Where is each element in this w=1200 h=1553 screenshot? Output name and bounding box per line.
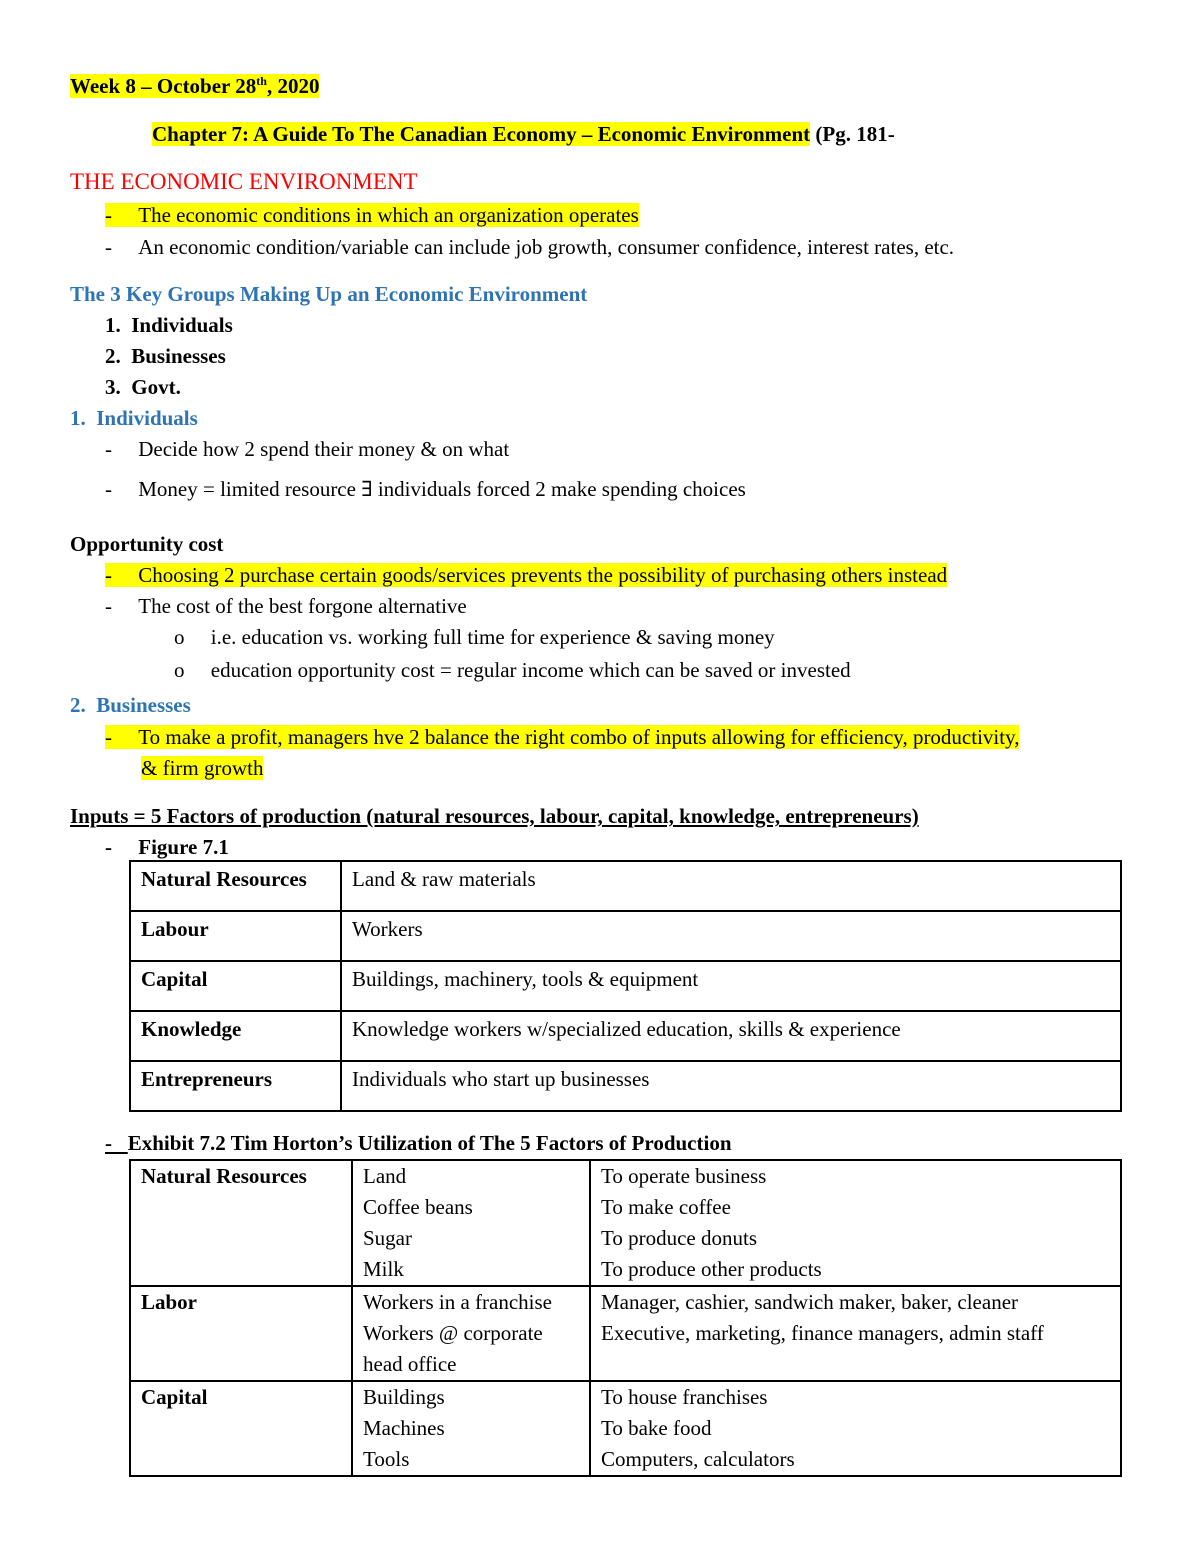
desc-cell: Individuals who start up businesses — [341, 1061, 1121, 1111]
exhibit-7-2-table — [129, 1159, 1122, 1477]
opportunity-bullet-1 — [105, 561, 947, 589]
bullet-text: The cost of the best forgone alternative — [138, 594, 467, 618]
dash-marker: - — [105, 437, 112, 461]
bullet-text: Decide how 2 spend their money & on what — [138, 437, 510, 461]
bullet-text: Money = limited resource ∃ individuals forced 2 make spending choices — [138, 477, 746, 501]
section-number: 1. — [70, 406, 86, 430]
uses-cell — [590, 1381, 1121, 1476]
table-row — [130, 861, 1121, 911]
key-group-label: Individuals — [131, 313, 233, 337]
uses-cell — [590, 1160, 1121, 1286]
key-group-item-1: 1. Individuals — [105, 313, 233, 337]
item-line: Tools — [363, 1447, 410, 1471]
use-line: To produce other products — [601, 1257, 822, 1281]
exhibit-title-line — [105, 1129, 732, 1157]
dash-marker: - — [105, 1131, 128, 1155]
table-row — [130, 1061, 1121, 1111]
uses-cell — [590, 1286, 1121, 1381]
bullet-text: Choosing 2 purchase certain goods/services prevents the possibility of purchasing others instead — [138, 563, 948, 587]
factor-cell: Capital — [130, 1381, 352, 1476]
key-group-label: Govt. — [131, 375, 181, 399]
table-row — [130, 1286, 1121, 1381]
section-title: Businesses — [96, 693, 191, 717]
circle-marker: o — [174, 658, 185, 682]
figure-label: Figure 7.1 — [138, 835, 229, 859]
figure-label-line — [105, 833, 229, 861]
factor-cell: Capital — [130, 961, 341, 1011]
bullet-text-continued: & firm growth — [141, 756, 264, 780]
table-row — [130, 1381, 1121, 1476]
desc-cell: Workers — [341, 911, 1121, 961]
week-line — [70, 72, 319, 100]
table-row — [130, 1011, 1121, 1061]
key-group-label: Businesses — [131, 344, 226, 368]
item-line: Machines — [363, 1416, 445, 1440]
individuals-heading — [70, 404, 198, 432]
chapter-page-ref: (Pg. 181- — [810, 122, 895, 146]
sub-bullet-text: education opportunity cost = regular income which can be saved or invested — [210, 658, 851, 682]
figure-7-1-table — [129, 860, 1122, 1112]
key-group-item-3: 3. Govt. — [105, 375, 181, 399]
dash-marker: - — [105, 563, 112, 587]
item-line: Milk — [363, 1257, 404, 1281]
key-groups-heading: The 3 Key Groups Making Up an Economic Environment — [70, 282, 588, 306]
opportunity-sub-bullet-2 — [174, 656, 851, 684]
economic-env-bullet-2 — [105, 233, 954, 261]
businesses-bullet-line-1 — [105, 723, 1019, 751]
table-row — [130, 961, 1121, 1011]
section-title: Individuals — [96, 406, 198, 430]
section-number: 2. — [70, 693, 86, 717]
economic-env-heading: THE ECONOMIC ENVIRONMENT — [70, 169, 418, 194]
use-line: To make coffee — [601, 1195, 731, 1219]
factor-cell: Natural Resources — [130, 1160, 352, 1286]
bullet-text: An economic condition/variable can include job growth, consumer confidence, interest rates, etc. — [138, 235, 955, 259]
key-group-item-2: 2. Businesses — [105, 344, 226, 368]
factor-cell: Natural Resources — [130, 861, 341, 911]
exhibit-title: Exhibit 7.2 Tim Horton’s Utilization of The 5 Factors of Production — [127, 1131, 732, 1155]
dash-marker: - — [105, 725, 112, 749]
opportunity-bullet-2 — [105, 592, 467, 620]
desc-cell: Knowledge workers w/specialized education, skills & experience — [341, 1011, 1121, 1061]
item-line: Sugar — [363, 1226, 412, 1250]
use-line: Computers, calculators — [601, 1447, 795, 1471]
bullet-text: The economic conditions in which an organization operates — [138, 203, 639, 227]
opportunity-sub-bullet-1 — [174, 623, 775, 651]
table-row — [130, 1160, 1121, 1286]
dash-marker: - — [105, 235, 112, 259]
week-date-text: Week 8 – October 28 — [70, 74, 257, 98]
factor-cell: Entrepreneurs — [130, 1061, 341, 1111]
desc-cell: Buildings, machinery, tools & equipment — [341, 961, 1121, 1011]
dash-marker: - — [105, 835, 112, 859]
use-line: Executive, marketing, finance managers, admin staff — [601, 1321, 1044, 1345]
individuals-bullet-1 — [105, 435, 509, 463]
businesses-bullet-line-2 — [141, 754, 263, 782]
item-line: Coffee beans — [363, 1195, 473, 1219]
use-line: To produce donuts — [601, 1226, 758, 1250]
items-cell — [352, 1160, 590, 1286]
businesses-heading — [70, 691, 191, 719]
use-line: To operate business — [601, 1164, 767, 1188]
items-cell — [352, 1286, 590, 1381]
use-line: To house franchises — [601, 1385, 768, 1409]
item-line: Workers in a franchise — [363, 1290, 552, 1314]
items-cell — [352, 1381, 590, 1476]
inputs-heading: Inputs = 5 Factors of production (natural resources, labour, capital, knowledge, entrepreneurs) — [70, 804, 919, 828]
chapter-title: Chapter 7: A Guide To The Canadian Economy – Economic Environment — [152, 122, 811, 146]
item-line: Workers @ corporate head office — [363, 1321, 543, 1376]
opportunity-cost-heading: Opportunity cost — [70, 532, 224, 556]
individuals-bullet-2 — [105, 475, 746, 503]
factor-cell: Labor — [130, 1286, 352, 1381]
week-year-text: , 2020 — [266, 74, 320, 98]
economic-env-bullet-1 — [105, 201, 639, 229]
desc-cell: Land & raw materials — [341, 861, 1121, 911]
week-date-sup: th — [256, 74, 267, 88]
dash-marker: - — [105, 477, 112, 501]
bullet-text: To make a profit, managers hve 2 balance the right combo of inputs allowing for efficiency, productivity, — [138, 725, 1020, 749]
sub-bullet-text: i.e. education vs. working full time for experience & saving money — [210, 625, 775, 649]
chapter-title-line — [152, 120, 895, 148]
table-row — [130, 911, 1121, 961]
circle-marker: o — [174, 625, 185, 649]
use-line: Manager, cashier, sandwich maker, baker, cleaner — [601, 1290, 1019, 1314]
item-line: Land — [363, 1164, 407, 1188]
item-line: Buildings — [363, 1385, 445, 1409]
dash-marker: - — [105, 594, 112, 618]
dash-marker: - — [105, 203, 112, 227]
factor-cell: Labour — [130, 911, 341, 961]
use-line: To bake food — [601, 1416, 712, 1440]
factor-cell: Knowledge — [130, 1011, 341, 1061]
